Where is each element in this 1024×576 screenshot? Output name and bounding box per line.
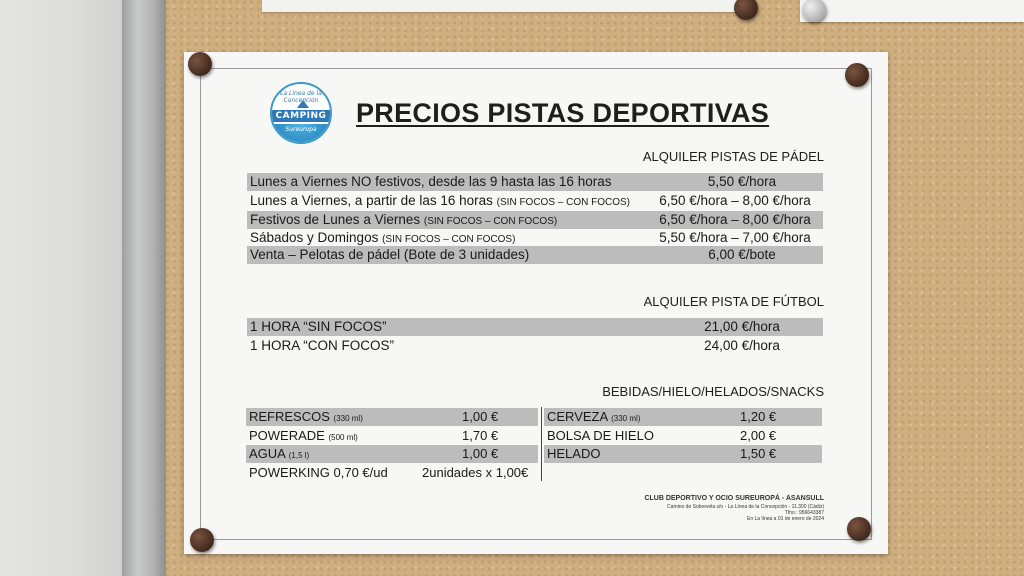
row-note: (SIN FOCOS – CON FOCOS) xyxy=(382,234,516,245)
push-pin-icon xyxy=(190,528,214,552)
push-pin-icon xyxy=(845,63,869,87)
row-price: 1,20 € xyxy=(740,409,777,424)
row-label: REFRESCOS xyxy=(249,409,330,424)
row-price: 24,00 €/hora xyxy=(704,338,780,353)
logo-name: CAMPING xyxy=(275,111,327,121)
table-row xyxy=(247,192,823,210)
table-row xyxy=(247,229,823,247)
table-row xyxy=(247,337,823,355)
footer-date: En La línea a 01 de enero de 2024 xyxy=(746,516,824,522)
row-label: Lunes a Viernes NO festivos, desde las 9 hasta las 16 horas xyxy=(250,174,612,189)
row-price: 1,50 € xyxy=(740,446,777,461)
table-row xyxy=(247,246,823,264)
row-price: 1,70 € xyxy=(462,428,499,443)
row-label: 1 HORA “CON FOCOS” xyxy=(250,338,395,353)
row-price: 6,50 €/hora – 8,00 €/hora xyxy=(659,193,811,208)
camping-logo xyxy=(270,82,332,144)
table-row xyxy=(247,173,823,191)
table-row xyxy=(247,211,823,229)
table-row xyxy=(544,408,822,426)
row-label: 1 HORA “SIN FOCOS” xyxy=(250,319,387,334)
row-offer: 2unidades x 1,00€ xyxy=(422,465,529,480)
row-label: CERVEZA xyxy=(547,409,608,424)
page-title: PRECIOS PISTAS DEPORTIVAS xyxy=(356,98,770,128)
row-price: 6,50 €/hora – 8,00 €/hora xyxy=(659,212,811,227)
futbol-heading: ALQUILER PISTA DE FÚTBOL xyxy=(643,294,824,309)
push-pin-icon xyxy=(188,52,212,76)
table-row xyxy=(247,318,823,336)
table-row xyxy=(246,408,538,426)
row-note: (330 ml) xyxy=(611,414,641,423)
row-price: 5,50 €/hora xyxy=(707,174,777,189)
column-divider xyxy=(541,407,542,481)
row-note: (330 ml) xyxy=(333,414,363,423)
row-price: 21,00 €/hora xyxy=(704,319,780,334)
row-price: 1,00 € xyxy=(462,446,499,461)
table-row xyxy=(544,427,822,445)
top-paper-edge xyxy=(800,0,1024,22)
bebidas-heading: BEBIDAS/HIELO/HELADOS/SNACKS xyxy=(602,384,824,399)
row-label: Sábados y Domingos xyxy=(250,230,379,245)
row-note: (SIN FOCOS – CON FOCOS) xyxy=(423,216,558,227)
row-label: BOLSA DE HIELO xyxy=(547,428,654,443)
top-paper-edge xyxy=(262,0,746,12)
footer-phone: Tfno.: 956643387 xyxy=(784,510,824,516)
footer-address: Camino de Sobrevela s/n - La Línea de la Concepción - 11.300 (Cádiz) xyxy=(667,504,824,510)
row-label: Festivos de Lunes a Viernes xyxy=(250,212,421,227)
table-row xyxy=(246,427,538,445)
tent-icon xyxy=(297,100,309,108)
row-label: Lunes a Viernes, a partir de las 16 horas xyxy=(250,193,493,208)
push-pin-icon xyxy=(847,517,871,541)
row-note: (1,5 l) xyxy=(288,451,310,460)
wall xyxy=(0,0,128,576)
padel-heading: ALQUILER PISTAS DE PÁDEL xyxy=(642,149,824,164)
row-price: 1,00 € xyxy=(462,409,499,424)
row-note: (SIN FOCOS – CON FOCOS) xyxy=(496,197,631,208)
row-label: POWERADE xyxy=(249,428,325,443)
row-price: 5,50 €/hora – 7,00 €/hora xyxy=(659,230,811,245)
row-label: Venta – Pelotas de pádel (Bote de 3 unidades) xyxy=(250,247,530,262)
row-label: POWERKING 0,70 €/ud xyxy=(249,465,388,480)
row-price: 6,00 €/bote xyxy=(708,247,776,262)
row-label: AGUA xyxy=(249,446,286,461)
footer-club: CLUB DEPORTIVO Y OCIO SUREUROPÁ - ASANSULL xyxy=(644,495,824,502)
logo-sub-text: Sureuropa xyxy=(285,126,317,133)
row-label: HELADO xyxy=(547,446,601,461)
table-row xyxy=(544,445,822,463)
row-price: 2,00 € xyxy=(740,428,777,443)
row-note: (500 ml) xyxy=(328,433,358,442)
table-row xyxy=(246,445,538,463)
board-frame xyxy=(122,0,166,576)
table-row xyxy=(246,464,538,482)
logo-top-text: La Linea de la Concepción xyxy=(280,90,322,104)
